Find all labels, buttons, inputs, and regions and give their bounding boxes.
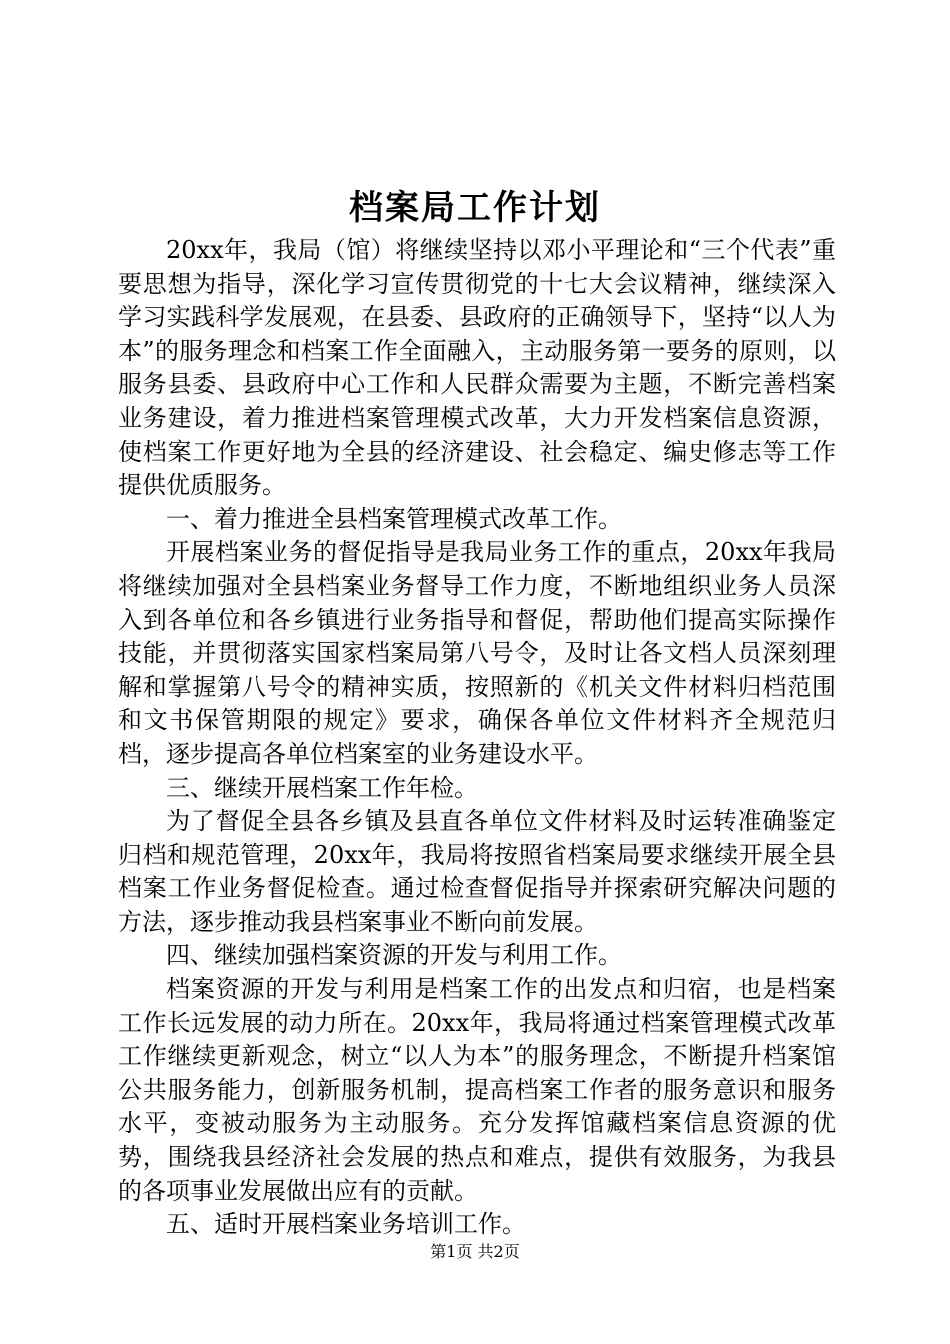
section-heading-5: 五、适时开展档案业务培训工作。	[166, 1210, 526, 1239]
paragraph-section-4: 档案资源的开发与利用是档案工作的出发点和归宿，也是档案工作长远发展的动力所在。20xx年，我局将通过档案管理模式改革工作继续更新观念，树立“以人为本”的服务理念，不断提升档案馆公共服务能力，创新服务机制，提高档案工作者的服务意识和服务水平，变被动服务为主动服务。充分发挥馆藏档案信息资源的优势，围绕我县经济社会发展的热点和难点，提供有效服务，为我县的各项事业发展做出应有的贡献。	[118, 975, 836, 1205]
paragraph-section-1: 开展档案业务的督促指导是我局业务工作的重点，20xx年我局将继续加强对全县档案业务督导工作力度，不断地组织业务人员深入到各单位和各乡镇进行业务指导和督促，帮助他们提高实际操作技能，并贯彻落实国家档案局第八号令，及时让各文档人员深刻理解和掌握第八号令的精神实质，按照新的《机关文件材料归档范围和文书保管期限的规定》要求，确保各单位文件材料齐全规范归档，逐步提高各单位档案室的业务建设水平。	[118, 538, 836, 768]
page-footer: 第1页 共2页	[430, 1242, 520, 1261]
document-body	[118, 234, 836, 1242]
section-heading-4: 四、继续加强档案资源的开发与利用工作。	[166, 941, 622, 970]
paragraph-section-3: 为了督促全县各乡镇及县直各单位文件材料及时运转准确鉴定归档和规范管理，20xx年，我局将按照省档案局要求继续开展全县档案工作业务督促检查。通过检查督促指导并探索研究解决问题的方法，逐步推动我县档案事业不断向前发展。	[118, 807, 836, 936]
section-heading-1: 一、着力推进全县档案管理模式改革工作。	[166, 504, 622, 533]
paragraph-intro: 20xx年，我局（馆）将继续坚持以邓小平理论和“三个代表”重要思想为指导，深化学习宣传贯彻党的十七大会议精神，继续深入学习实践科学发展观，在县委、县政府的正确领导下，坚持“以人为本”的服务理念和档案工作全面融入，主动服务第一要务的原则，以服务县委、县政府中心工作和人民群众需要为主题，不断完善档案业务建设，着力推进档案管理模式改革，大力开发档案信息资源，使档案工作更好地为全县的经济建设、社会稳定、编史修志等工作提供优质服务。	[118, 236, 836, 500]
document-title: 档案局工作计划	[349, 188, 601, 228]
section-heading-3: 三、继续开展档案工作年检。	[166, 773, 478, 802]
